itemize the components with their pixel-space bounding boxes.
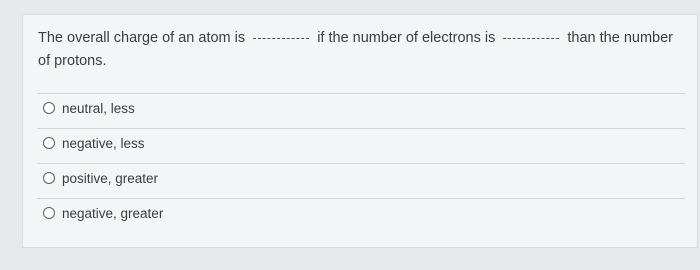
radio-circle-icon[interactable] — [43, 102, 55, 114]
question-part-3: than the number of protons. — [38, 30, 673, 69]
divider — [37, 93, 685, 94]
radio-circle-icon[interactable] — [43, 137, 55, 149]
question-part-2: if the number of electrons is — [317, 30, 496, 46]
divider — [37, 198, 685, 199]
question-text — [38, 27, 688, 73]
divider — [37, 163, 685, 164]
radio-circle-icon[interactable] — [43, 207, 55, 219]
option-label: negative, less — [62, 135, 145, 151]
answer-blank-2 — [503, 38, 559, 39]
option-label: neutral, less — [62, 100, 135, 116]
divider — [37, 128, 685, 129]
radio-circle-icon[interactable] — [43, 172, 55, 184]
question-part-1: The overall charge of an atom is — [38, 30, 246, 46]
option-2[interactable] — [43, 132, 145, 154]
option-1[interactable] — [43, 97, 135, 119]
option-4[interactable] — [43, 202, 163, 224]
answer-blank-1 — [253, 38, 309, 39]
option-label: negative, greater — [62, 205, 164, 221]
question-card — [22, 14, 698, 248]
option-label: positive, greater — [62, 170, 159, 186]
option-3[interactable] — [43, 167, 158, 189]
